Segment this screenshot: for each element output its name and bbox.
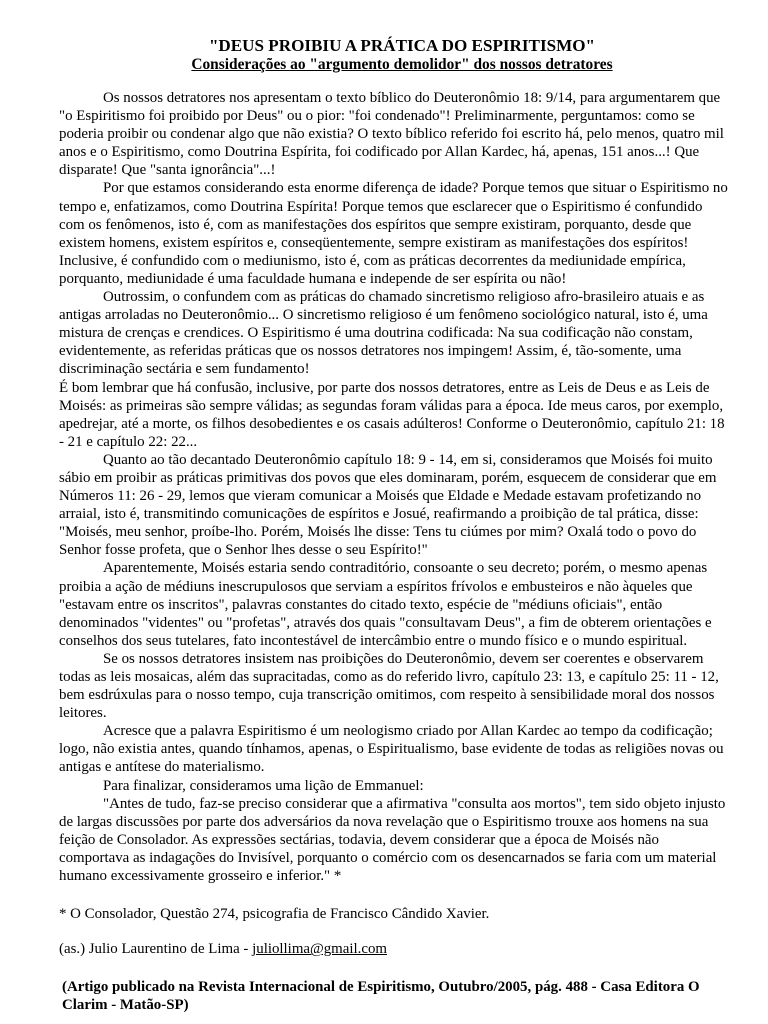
publication-note: (Artigo publicado na Revista Internacional de Espiritismo, Outubro/2005, pág. 488 - Casa Editora O Clarim - Matão-SP) [62,979,700,1014]
paragraph: Por que estamos considerando esta enorme diferença de idade? Porque temos que situar o Espiritismo no tempo e, enfatizamos, como Doutrina Espírita! Porque temos que esclarecer que o Espiritismo é confundido com os fenômenos, isto é, com as manifestações dos espíritos que sempre existiram, porquanto, desde que existem homens, existem espíritos e, conseqüentemente, sempre existiram as manifestações dos espíritos! Inclusive, é confundido com o mediunismo, isto é, com as práticas decorrentes da mediunidade empírica, porquanto, mediunidade é uma faculdade humana e independe de ser espírita ou não! [59,180,728,287]
document-subtitle: Considerações ao "argumento demolidor" dos nossos detratores [191,56,613,73]
paragraph: Outrossim, o confundem com as práticas do chamado sincretismo religioso afro-brasileiro atuais e as antigas arroladas no Deuteronômio... O sincretismo religioso é um fenômeno sociológico natural, isto é, uma mistura de crenças e crendices. O Espiritismo é uma doutrina codificada: Na sua codificação não constam, evidentemente, as referidas práticas que os nossos detratores nos impingem! Assim, é, tão-somente, uma discriminação sectária e sem fundamento! [59,289,708,378]
paragraph: Aparentemente, Moisés estaria sendo contraditório, consoante o seu decreto; porém, o mesmo apenas proibia a ação de médiuns inescrupulosos que serviam a espíritos frívolos e embusteiros e não àqueles que "estavam entre os inscritos", palavras constantes do citado texto, espécie de "médiuns oficiais", então denominados "videntes" ou "profetas", através dos quais "consultavam Deus", a fim de obterem orientações e conselhos dos seus tutelares, fato incontestável de intercâmbio entre o mundo físico e o mundo espiritual. [59,560,712,649]
author-email-link[interactable]: juliollima@gmail.com [252,941,387,958]
paragraph: Os nossos detratores nos apresentam o texto bíblico do Deuteronômio 18: 9/14, para argumentarem que "o Espiritismo foi proibido por Deus" ou o pior: "foi condenado"! Preliminarmente, perguntamos: como se poderia proibir ou condenar algo que não existia? O texto bíblico referido foi escrito há, pelo menos, quatro mil anos e o Espiritismo, como Doutrina Espírita, foi codificado por Allan Kardec, há, apenas, 151 anos...! Que disparate! Que "santa ignorância"...! [59,90,724,179]
document-page [59,36,731,1015]
author-signature: (as.) Julio Laurentino de Lima - [59,941,253,958]
paragraph: Para finalizar, consideramos uma lição de Emmanuel: [103,777,424,794]
paragraph: Acresce que a palavra Espiritismo é um neologismo criado por Allan Kardec ao tempo da codificação; logo, não existia antes, quando tínhamos, apenas, o Espiritualismo, base evidente de todas as religiões novas ou antigas e antítese do materialismo. [59,723,724,776]
emmanuel-quote: "Antes de tudo, faz-se preciso considerar que a afirmativa "consulta aos mortos", tem sido objeto injusto de largas discussões por parte dos adversários da nova revelação que o Espiritismo trouxe aos homens na sua feição de Consolador. As expressões sectárias, todavia, devem considerar que a época de Moisés não comportava as indagações do Invisível, porquanto o comércio com os desencarnados se faria com um material humano excessivamente grosseiro e inferior." * [59,795,726,885]
signature [59,940,731,958]
paragraph: Quanto ao tão decantado Deuteronômio capítulo 18: 9 - 14, em si, consideramos que Moisés foi muito sábio em proibir as práticas primitivas dos povos que eles dominaram, porém, esquecem de considerar que em Números 11: 26 - 29, lemos que vieram comunicar a Moisés que Eldade e Medade estavam profetizando no arraial, isto é, transmitindo comunicações de espíritos e Josué, reafirmando a proibição de tal prática, disse: "Moisés, meu senhor, proíbe-lho. Porém, Moisés lhe disse: Tens tu ciúmes por mim? Oxalá todo o povo do Senhor fosse profeta, que o Senhor lhes desse o seu Espírito!" [59,451,717,559]
document-title: "DEUS PROIBIU A PRÁTICA DO ESPIRITISMO" [208,36,596,55]
paragraph: Se os nossos detratores insistem nas proibições do Deuteronômio, devem ser coerentes e observarem todas as leis mosaicas, além das supracitadas, como as do referido livro, capítulo 23: 13, e capítulo 25: 11 - 12, bem esdrúxulas para o nosso tempo, cuja transcrição omitimos, com respeito à sensibilidade moral dos nossos leitores. [59,650,719,722]
paragraph: É bom lembrar que há confusão, inclusive, por parte dos nossos detratores, entre as Leis de Deus e as Leis de Moisés: as primeiras são sempre válidas; as segundas foram válidas para a época. Ide meus caros, por exemplo, apedrejar, até a morte, os filhos desobedientes e os casais adúlteros! Conforme o Deuteronômio, capítulo 21: 18 - 21 e capítulo 22: 22... [59,379,725,450]
footnote: * O Consolador, Questão 274, psicografia de Francisco Cândido Xavier. [59,906,490,923]
